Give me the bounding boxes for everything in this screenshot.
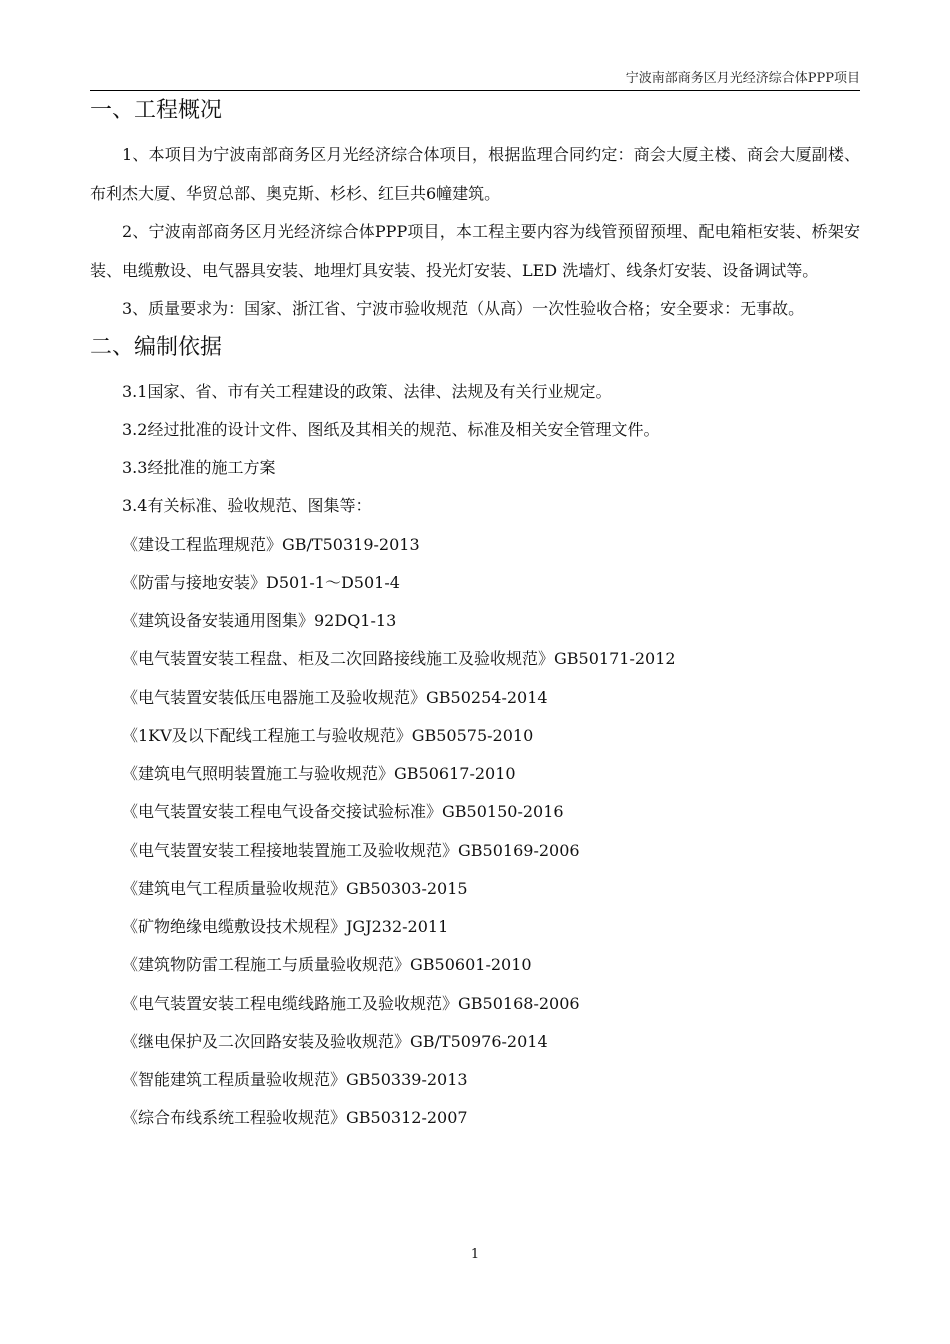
basis-item-3-4: 3.4有关标准、验收规范、图集等： xyxy=(122,496,372,516)
reference-item: 《建筑电气照明装置施工与验收规范》GB50617-2010 xyxy=(122,764,516,784)
reference-item: 《1KV及以下配线工程施工与验收规范》GB50575-2010 xyxy=(122,725,534,745)
reference-item: 《电气装置安装工程电气设备交接试验标准》GB50150-2016 xyxy=(122,802,564,822)
page-header xyxy=(90,70,860,91)
reference-item: 《综合布线系统工程验收规范》GB50312-2007 xyxy=(122,1108,468,1128)
basis-item-3-2: 3.2经过批准的设计文件、图纸及其相关的规范、标准及相关安全管理文件。 xyxy=(122,419,660,439)
reference-item: 《智能建筑工程质量验收规范》GB50339-2013 xyxy=(122,1070,468,1090)
basis-item-3-1: 3.1国家、省、市有关工程建设的政策、法律、法规及有关行业规定。 xyxy=(122,381,612,401)
reference-item: 《建筑设备安装通用图集》92DQ1-13 xyxy=(122,611,397,631)
page-number: 1 xyxy=(470,1247,480,1262)
page-content xyxy=(90,92,860,1138)
reference-item: 《矿物绝缘电缆敷设技术规程》JGJ232-2011 xyxy=(122,917,449,937)
basis-item-3-3: 3.3经批准的施工方案 xyxy=(122,458,276,478)
header-title: 宁波南部商务区月光经济综合体PPP项目 xyxy=(625,71,860,86)
reference-item: 《建筑电气工程质量验收规范》GB50303-2015 xyxy=(122,878,468,898)
reference-item: 《建设工程监理规范》GB/T50319-2013 xyxy=(122,534,420,554)
overview-paragraph-2: 2、宁波南部商务区月光经济综合体PPP项目，本工程主要内容为线管预留预埋、配电箱柜安装、桥架安装、电缆敷设、电气器具安装、地埋灯具安装、投光灯安装、LED 洗墙灯、线条灯安装、设备调试等。 xyxy=(90,222,860,280)
reference-item: 《建筑物防雷工程施工与质量验收规范》GB50601-2010 xyxy=(122,955,532,975)
section-heading-basis: 二、编制依据 xyxy=(90,334,223,360)
reference-item: 《电气装置安装低压电器施工及验收规范》GB50254-2014 xyxy=(122,687,548,707)
overview-paragraph-3: 3、质量要求为：国家、浙江省、宁波市验收规范（从高）一次性验收合格；安全要求：无事故。 xyxy=(122,299,805,318)
reference-item: 《电气装置安装工程盘、柜及二次回路接线施工及验收规范》GB50171-2012 xyxy=(122,649,676,669)
page-footer xyxy=(0,1247,950,1262)
reference-item: 《防雷与接地安装》D501-1～D501-4 xyxy=(122,572,400,592)
section-heading-overview: 一、工程概况 xyxy=(90,98,223,123)
overview-paragraph-1: 1、本项目为宁波南部商务区月光经济综合体项目，根据监理合同约定：商会大厦主楼、商会大厦副楼、布利杰大厦、华贸总部、奥克斯、杉杉、红巨共6幢建筑。 xyxy=(90,145,860,203)
reference-item: 《继电保护及二次回路安装及验收规范》GB/T50976-2014 xyxy=(122,1031,548,1051)
reference-item: 《电气装置安装工程电缆线路施工及验收规范》GB50168-2006 xyxy=(122,993,580,1013)
reference-item: 《电气装置安装工程接地装置施工及验收规范》GB50169-2006 xyxy=(122,840,580,860)
